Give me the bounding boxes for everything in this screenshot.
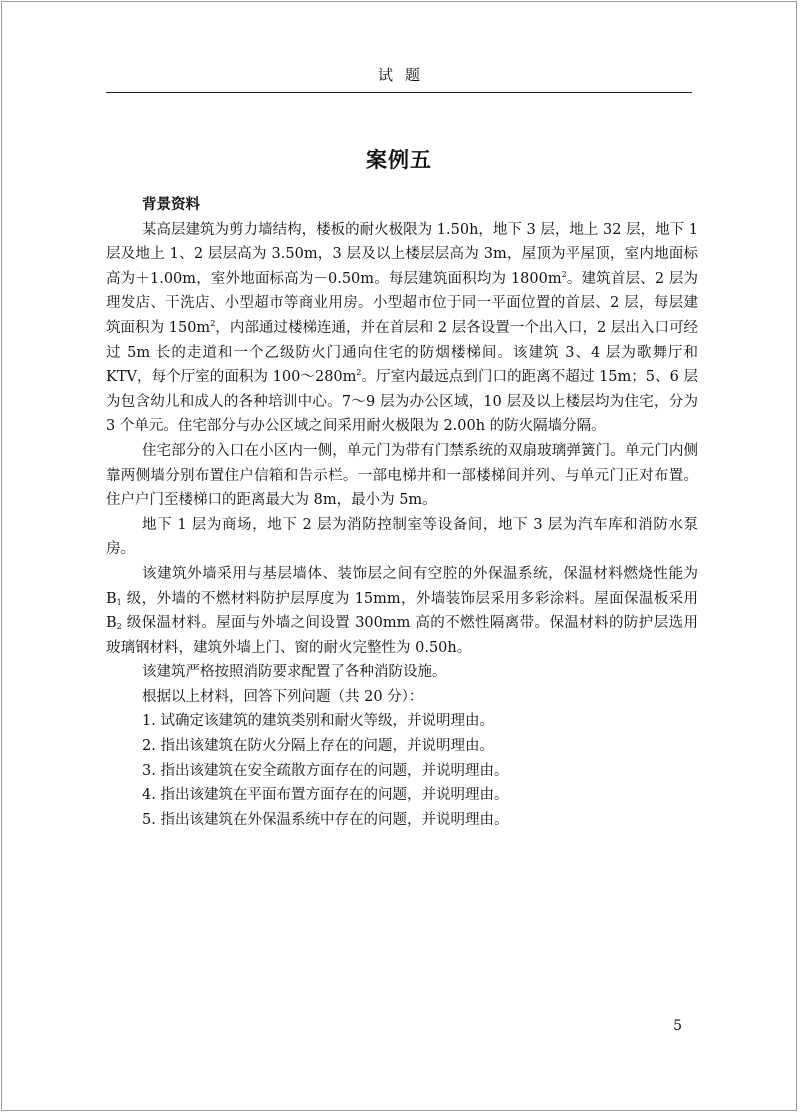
text-run: 级，外墙的不燃材料防护层厚度为 15mm，外墙装饰层采用多彩涂料。屋面保温板采用 B bbox=[106, 590, 698, 632]
page-number: 5 bbox=[673, 1018, 682, 1034]
question-item: 1. 试确定该建筑的建筑类别和耐火等级，并说明理由。 bbox=[142, 713, 494, 730]
question-item: 4. 指出该建筑在平面布置方面存在的问题，并说明理由。 bbox=[142, 787, 509, 804]
running-head bbox=[2, 64, 796, 85]
subscript: 2 bbox=[116, 622, 122, 632]
question-item: 5. 指出该建筑在外保温系统中存在的问题，并说明理由。 bbox=[142, 811, 509, 828]
section-label: 背景资料 bbox=[142, 197, 200, 213]
text-run: 该建筑外墙采用与基层墙体、装饰层之间有空腔的外保温系统，保温材料燃烧性能为 B bbox=[106, 565, 698, 607]
running-head-char: 试 bbox=[377, 66, 393, 84]
document-body bbox=[106, 193, 698, 832]
paragraph-instructions: 根据以上材料，回答下列问题（共 20 分）： bbox=[142, 688, 424, 705]
paragraph-insulation bbox=[106, 562, 698, 660]
running-head-char: 题 bbox=[405, 66, 421, 84]
case-title: 案例五 bbox=[366, 148, 432, 172]
header-rule bbox=[106, 92, 692, 93]
superscript: 2 bbox=[561, 269, 567, 279]
paragraph-basement: 地下 1 层为商场，地下 2 层为消防控制室等设备间，地下 3 层为汽车库和消防水泵房。 bbox=[106, 516, 698, 558]
text-run: 。厅室内最远点到门口的距离不超过 15m；5、6 层为包含幼儿和成人的各种培训中心。7～9 层为办公区域，10 层及以上楼层均为住宅，分为 3 个单元。住宅部分与办公区域之间采用耐火极限为 2.00h 的防火隔墙分隔。 bbox=[106, 369, 698, 435]
question-list bbox=[106, 709, 698, 832]
superscript: 2 bbox=[356, 368, 362, 378]
question-item: 3. 指出该建筑在安全疏散方面存在的问题，并说明理由。 bbox=[142, 762, 509, 779]
text-run: 。建筑首层、2 层为理发店、干洗店、小型超市等商业用房。小型超市位于同一平面位置的首层、2 层，每层建筑面积为 150m bbox=[106, 270, 698, 336]
subscript: 1 bbox=[116, 597, 122, 607]
paragraph-building-overview bbox=[106, 218, 698, 439]
paragraph-fire-facilities: 该建筑严格按照消防要求配置了各种消防设施。 bbox=[142, 664, 447, 681]
question-item: 2. 指出该建筑在防火分隔上存在的问题，并说明理由。 bbox=[142, 738, 494, 755]
superscript: 2 bbox=[210, 318, 216, 328]
paragraph-residential-entrance: 住宅部分的入口在小区内一侧，单元门为带有门禁系统的双扇玻璃弹簧门。单元门内侧靠两侧墙分别布置住户信箱和告示栏。一部电梯井和一部楼梯间并列、与单元门正对布置。住户户门至楼梯口的距离最大为 8m，最小为 5m。 bbox=[106, 442, 698, 509]
text-run: 某高层建筑为剪力墙结构，楼板的耐火极限为 1.50h，地下 3 层，地上 32 层，地下 1 层及地上 1、2 层层高为 3.50m，3 层及以上楼层层高为 3m，屋顶为平屋顶，室内地面标高为＋1.00m，室外地面标高为－0.50m。每层建筑面积均为 1800m bbox=[106, 221, 698, 287]
text-run: ，内部通过楼梯连通，并在首层和 2 层各设置一个出入口，2 层出入口可经过 5m 长的走道和一个乙级防火门通向住宅的防烟楼梯间。该建筑 3、4 层为歌舞厅和 KTV，每个厅室的面积为 100～280m bbox=[106, 319, 698, 386]
document-page bbox=[1, 1, 797, 1111]
text-run: 级保温材料。屋面与外墙之间设置 300mm 高的不燃性隔离带。保温材料的防护层选用玻璃钢材料，建筑外墙上门、窗的耐火完整性为 0.50h。 bbox=[106, 615, 698, 656]
